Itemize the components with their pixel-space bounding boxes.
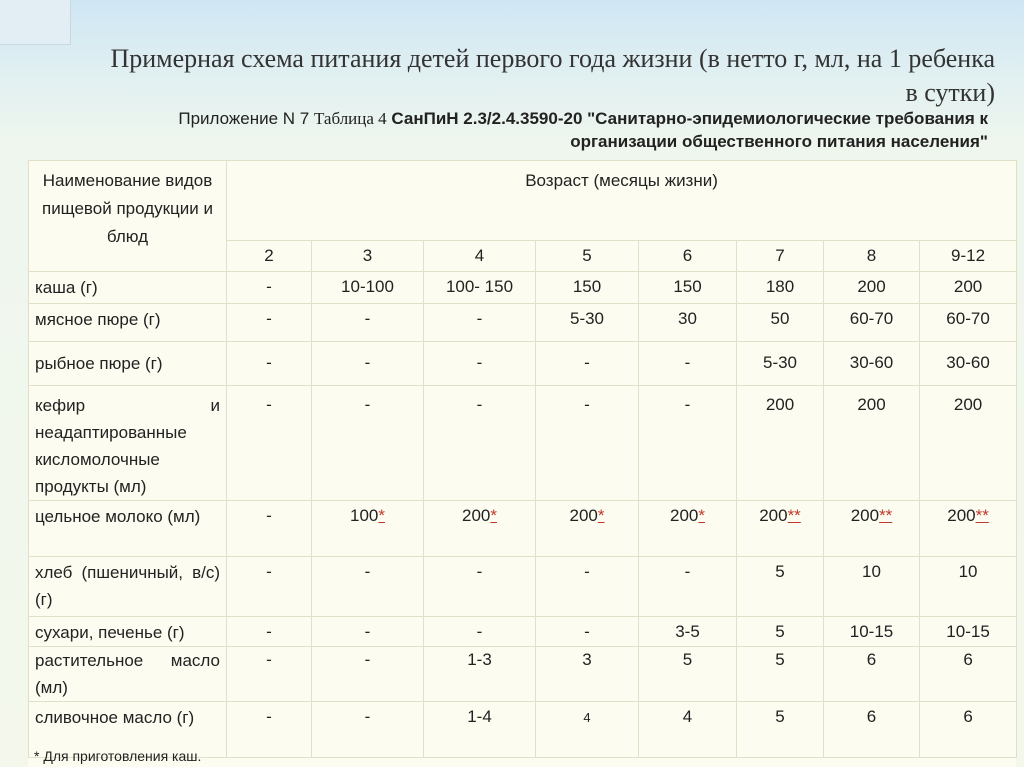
column-header-age: Возраст (месяцы жизни) <box>227 161 1017 241</box>
cell-value: - <box>266 353 272 372</box>
cell-value: 200 <box>953 277 983 296</box>
column-header-product: Наименование видов пищевой продукции и блюд <box>29 161 227 272</box>
value-cell <box>227 647 312 702</box>
value-cell <box>737 304 824 342</box>
month-header: 8 <box>824 241 920 272</box>
value-cell <box>824 647 920 702</box>
value-cell <box>536 617 639 647</box>
cell-value: - <box>476 622 483 641</box>
month-header: 6 <box>639 241 737 272</box>
subtitle-table-ref: Таблица 4 <box>313 109 387 128</box>
value-cell <box>824 501 920 557</box>
value-cell <box>824 386 920 501</box>
cell-value: 10-15 <box>849 622 894 641</box>
cell-value: - <box>364 353 371 372</box>
table-row <box>29 647 1017 702</box>
cell-value: 5 <box>682 650 693 669</box>
month-header: 3 <box>312 241 424 272</box>
month-header: 4 <box>424 241 536 272</box>
value-cell <box>312 557 424 617</box>
page-title: Примерная схема питания детей первого года жизни (в нетто г, мл, на 1 ребенка в сутки) <box>110 44 995 107</box>
table-row <box>29 304 1017 342</box>
value-cell <box>312 702 424 758</box>
cell-value: 200 <box>765 395 795 414</box>
value-cell <box>312 501 424 557</box>
value-cell <box>737 647 824 702</box>
value-cell <box>824 557 920 617</box>
product-name-cell: цельное молоко (мл) <box>29 501 227 557</box>
cell-value: 30 <box>678 309 697 328</box>
value-cell <box>639 702 737 758</box>
value-cell <box>536 386 639 501</box>
cell-value: 5 <box>775 622 785 641</box>
value-cell <box>920 501 1017 557</box>
value-cell <box>536 557 639 617</box>
value-cell <box>227 342 312 386</box>
footnote-mark: * <box>698 506 705 525</box>
cell-value: 60-70 <box>849 309 894 328</box>
cell-value: 180 <box>765 277 795 296</box>
cell-value: - <box>584 562 590 581</box>
value-cell <box>920 342 1017 386</box>
product-name-cell: растительное масло (мл) <box>29 647 227 702</box>
product-name-cell: мясное пюре (г) <box>29 304 227 342</box>
cell-value: 3 <box>582 650 592 669</box>
product-name-cell: сливочное масло (г) <box>29 702 227 758</box>
month-header: 9-12 <box>920 241 1017 272</box>
cell-value: 5 <box>775 707 785 726</box>
value-cell <box>424 702 536 758</box>
cell-value: 150 <box>673 277 702 296</box>
cell-value: 1-3 <box>467 650 492 669</box>
cell-value: 5 <box>775 562 785 581</box>
cell-value: 100 <box>350 506 379 525</box>
cell-value: 150 <box>572 277 602 296</box>
cell-value: 100- 150 <box>445 277 514 296</box>
value-cell <box>227 501 312 557</box>
product-name-cell: хлеб (пшеничный, в/с) (г) <box>29 557 227 617</box>
cell-value: 200 <box>670 506 699 525</box>
value-cell <box>639 557 737 617</box>
value-cell <box>536 304 639 342</box>
cell-value: 60-70 <box>946 309 990 328</box>
value-cell <box>424 557 536 617</box>
value-cell <box>824 272 920 304</box>
cell-value: - <box>266 277 272 296</box>
value-cell <box>312 304 424 342</box>
nutrition-table <box>28 160 1017 758</box>
value-cell <box>920 702 1017 758</box>
value-cell <box>639 342 737 386</box>
cell-value: 200 <box>947 506 976 525</box>
cell-value: 200 <box>569 506 598 525</box>
value-cell <box>824 702 920 758</box>
value-cell <box>920 272 1017 304</box>
subtitle-sanpin: СанПиН 2.3/2.4.3590-20 "Санитарно-эпидемиологические требования к организации общественного питания населения" <box>391 109 988 151</box>
value-cell <box>312 617 424 647</box>
cell-value: 6 <box>963 650 973 669</box>
cell-value: - <box>364 650 371 669</box>
value-cell <box>639 501 737 557</box>
cell-value: - <box>684 395 691 414</box>
footnote-mark: ** <box>787 506 801 525</box>
cell-value: - <box>684 562 691 581</box>
value-cell <box>424 386 536 501</box>
cell-value: 5-30 <box>569 309 605 328</box>
footnote-mark: * <box>597 506 605 525</box>
value-cell <box>227 702 312 758</box>
value-cell <box>737 501 824 557</box>
nutrition-table-container <box>28 160 1016 767</box>
value-cell <box>920 304 1017 342</box>
value-cell <box>737 702 824 758</box>
value-cell <box>424 342 536 386</box>
value-cell <box>536 342 639 386</box>
value-cell <box>737 342 824 386</box>
cell-value: 30-60 <box>946 353 990 372</box>
subtitle-appendix: Приложение N 7 <box>178 109 310 128</box>
cell-value: 200 <box>850 506 880 525</box>
value-cell <box>639 272 737 304</box>
month-header: 5 <box>536 241 639 272</box>
cell-value: 50 <box>770 309 790 328</box>
cell-value: 200 <box>857 277 886 296</box>
cell-value: 10 <box>862 562 881 581</box>
table-row <box>29 386 1017 501</box>
cell-value: 200 <box>953 395 983 414</box>
value-cell <box>536 702 639 758</box>
footnote-mark: ** <box>879 506 893 525</box>
cell-value: - <box>266 309 272 328</box>
cell-value: 4 <box>682 707 693 726</box>
cell-value: 3-5 <box>675 622 700 641</box>
cell-value: - <box>364 562 371 581</box>
cell-value: 200 <box>759 506 788 525</box>
footnote-mark: * <box>378 506 385 525</box>
cell-value: - <box>476 395 483 414</box>
value-cell <box>639 304 737 342</box>
value-cell <box>312 647 424 702</box>
value-cell <box>424 304 536 342</box>
table-body <box>29 272 1017 758</box>
cell-value: 4 <box>583 710 591 725</box>
cell-value: - <box>266 622 272 641</box>
value-cell <box>639 617 737 647</box>
product-name-cell: сухари, печенье (г) <box>29 617 227 647</box>
cell-value: - <box>266 395 272 414</box>
cell-value: 200 <box>462 506 491 525</box>
cell-value: - <box>266 707 272 726</box>
value-cell <box>312 386 424 501</box>
value-cell <box>424 617 536 647</box>
corner-decoration <box>0 0 71 45</box>
value-cell <box>920 617 1017 647</box>
cell-value: - <box>584 395 590 414</box>
value-cell <box>737 272 824 304</box>
value-cell <box>227 617 312 647</box>
value-cell <box>536 501 639 557</box>
table-row <box>29 557 1017 617</box>
cell-value: - <box>364 622 371 641</box>
value-cell <box>737 386 824 501</box>
value-cell <box>227 557 312 617</box>
footnote-mark: * <box>490 506 497 525</box>
value-cell <box>737 617 824 647</box>
value-cell <box>227 272 312 304</box>
value-cell <box>424 501 536 557</box>
cell-value: 10-100 <box>341 277 394 296</box>
cell-value: 10-15 <box>946 622 990 641</box>
value-cell <box>824 342 920 386</box>
table-row <box>29 272 1017 304</box>
cell-value: - <box>476 562 483 581</box>
cell-value: - <box>584 622 590 641</box>
product-name-cell: кефир и неадаптированные кисломолочные продукты (мл) <box>29 386 227 501</box>
value-cell <box>824 304 920 342</box>
cell-value: 5-30 <box>762 353 798 372</box>
table-row <box>29 617 1017 647</box>
value-cell <box>424 272 536 304</box>
value-cell <box>920 386 1017 501</box>
month-header: 2 <box>227 241 312 272</box>
value-cell <box>227 304 312 342</box>
cell-value: 6 <box>963 707 973 726</box>
value-cell <box>920 557 1017 617</box>
value-cell <box>536 647 639 702</box>
table-row <box>29 501 1017 557</box>
value-cell <box>639 647 737 702</box>
cell-value: - <box>364 395 371 414</box>
cell-value: - <box>266 650 272 669</box>
product-name-cell: рыбное пюре (г) <box>29 342 227 386</box>
cell-value: - <box>266 562 272 581</box>
cell-value: 10 <box>958 562 978 581</box>
value-cell <box>536 272 639 304</box>
value-cell <box>737 557 824 617</box>
cell-value: - <box>584 353 590 372</box>
cell-value: - <box>476 353 483 372</box>
cell-value: - <box>684 353 691 372</box>
product-name-cell: каша (г) <box>29 272 227 304</box>
value-cell <box>920 647 1017 702</box>
value-cell <box>227 386 312 501</box>
value-cell <box>824 617 920 647</box>
value-cell <box>312 272 424 304</box>
cell-value: 6 <box>866 650 877 669</box>
value-cell <box>639 386 737 501</box>
cell-value: 1-4 <box>467 707 492 726</box>
cell-value: - <box>476 309 483 328</box>
value-cell <box>424 647 536 702</box>
cell-value: - <box>364 707 371 726</box>
cell-value: 30-60 <box>849 353 894 372</box>
cell-value: - <box>364 309 371 328</box>
cell-value: 5 <box>775 650 785 669</box>
month-header: 7 <box>737 241 824 272</box>
cell-value: 200 <box>857 395 886 414</box>
table-row <box>29 342 1017 386</box>
footnote: * Для приготовления каш. <box>34 748 202 764</box>
cell-value: - <box>266 506 272 525</box>
cell-value: 6 <box>866 707 877 726</box>
page-subtitle <box>100 107 988 153</box>
footnote-mark: ** <box>975 506 989 525</box>
value-cell <box>312 342 424 386</box>
